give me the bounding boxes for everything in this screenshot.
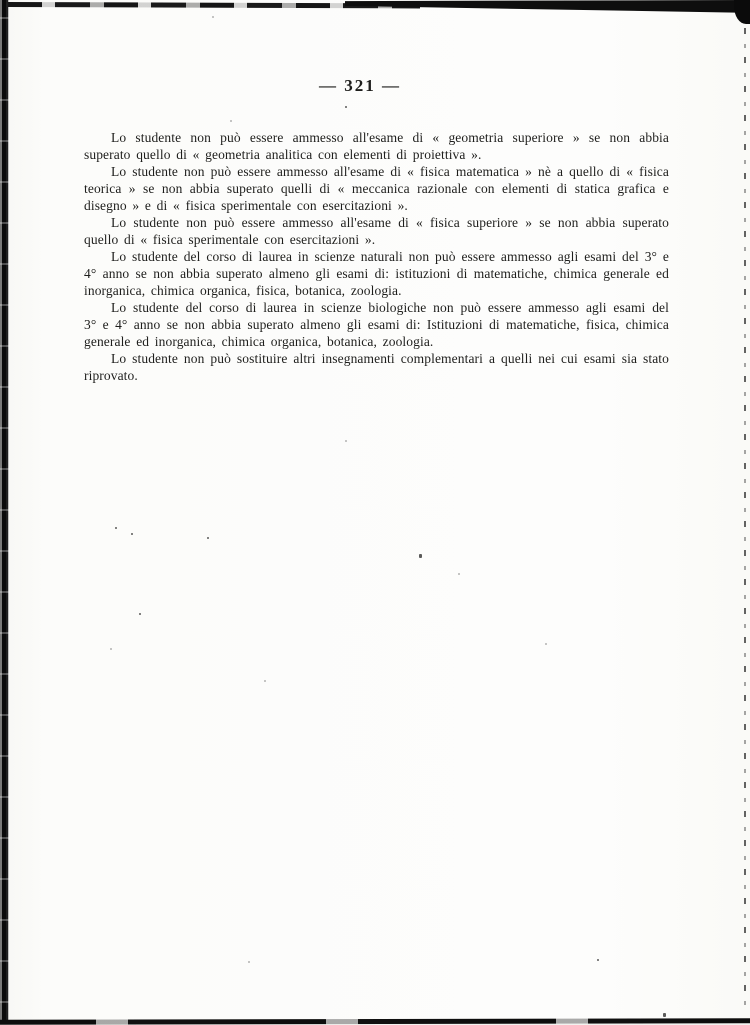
text-block (84, 129, 669, 384)
scan-speck (230, 120, 232, 122)
scan-edge-right-dots (744, 28, 746, 1014)
paragraph-fisica-matematica: Lo studente non può essere ammesso all'esame di « fisica matematica » nè a quello di « fisica teorica » se non abbia superato quelli di « meccanica razionale con elementi di statica grafica e disegno » e di « fisica sperimentale con esercitazioni ». (84, 164, 669, 213)
scan-speck (207, 537, 209, 539)
paragraph-fisica-superiore: Lo studente non può essere ammesso all'esame di « fisica superiore » se non abbia superato quello di « fisica sperimentale con esercitazioni ». (84, 215, 669, 247)
scan-speck (663, 1013, 666, 1017)
scan-speck (264, 680, 266, 682)
scan-binding-edge (0, 0, 10, 1024)
scan-speck (131, 533, 133, 535)
page-number: — 321 — (319, 76, 401, 95)
scan-speck (345, 106, 347, 108)
scan-speck (419, 554, 422, 558)
paragraph-scienze-biologiche: Lo studente del corso di laurea in scienze biologiche non può essere ammesso agli esami del 3° e 4° anno se non abbia superato almeno gli esami di: Istituzioni di matematiche, fisica, chimica generale ed inorganica, chimica organica, botanica, zoologia. (84, 300, 669, 349)
paragraph-geometria-superiore: Lo studente non può essere ammesso all'esame di « geometria superiore » se non abbia superato quello di « geometria analitica con elementi di proiettiva ». (84, 130, 669, 162)
scan-speck (458, 573, 460, 575)
paragraph-insegnamenti-complementari: Lo studente non può sostituire altri insegnamenti complementari a quelli nei cui esami sia stato riprovato. (84, 351, 669, 383)
scan-speck (345, 440, 347, 442)
scan-speck (139, 613, 141, 615)
scan-speck (597, 959, 599, 961)
scan-speck (212, 16, 214, 18)
paragraph-scienze-naturali: Lo studente del corso di laurea in scienze naturali non può essere ammesso agli esami del 3° e 4° anno se non abbia superato almeno gli esami di: istituzioni di matematiche, chimica generale ed inorganica, chimica organica, fisica, botanica, zoologia. (84, 249, 669, 298)
scan-speck (248, 961, 250, 963)
scan-speck (545, 643, 547, 645)
scan-corner-blot (734, 0, 750, 24)
scan-speck (110, 648, 112, 650)
scan-speck (115, 527, 117, 529)
